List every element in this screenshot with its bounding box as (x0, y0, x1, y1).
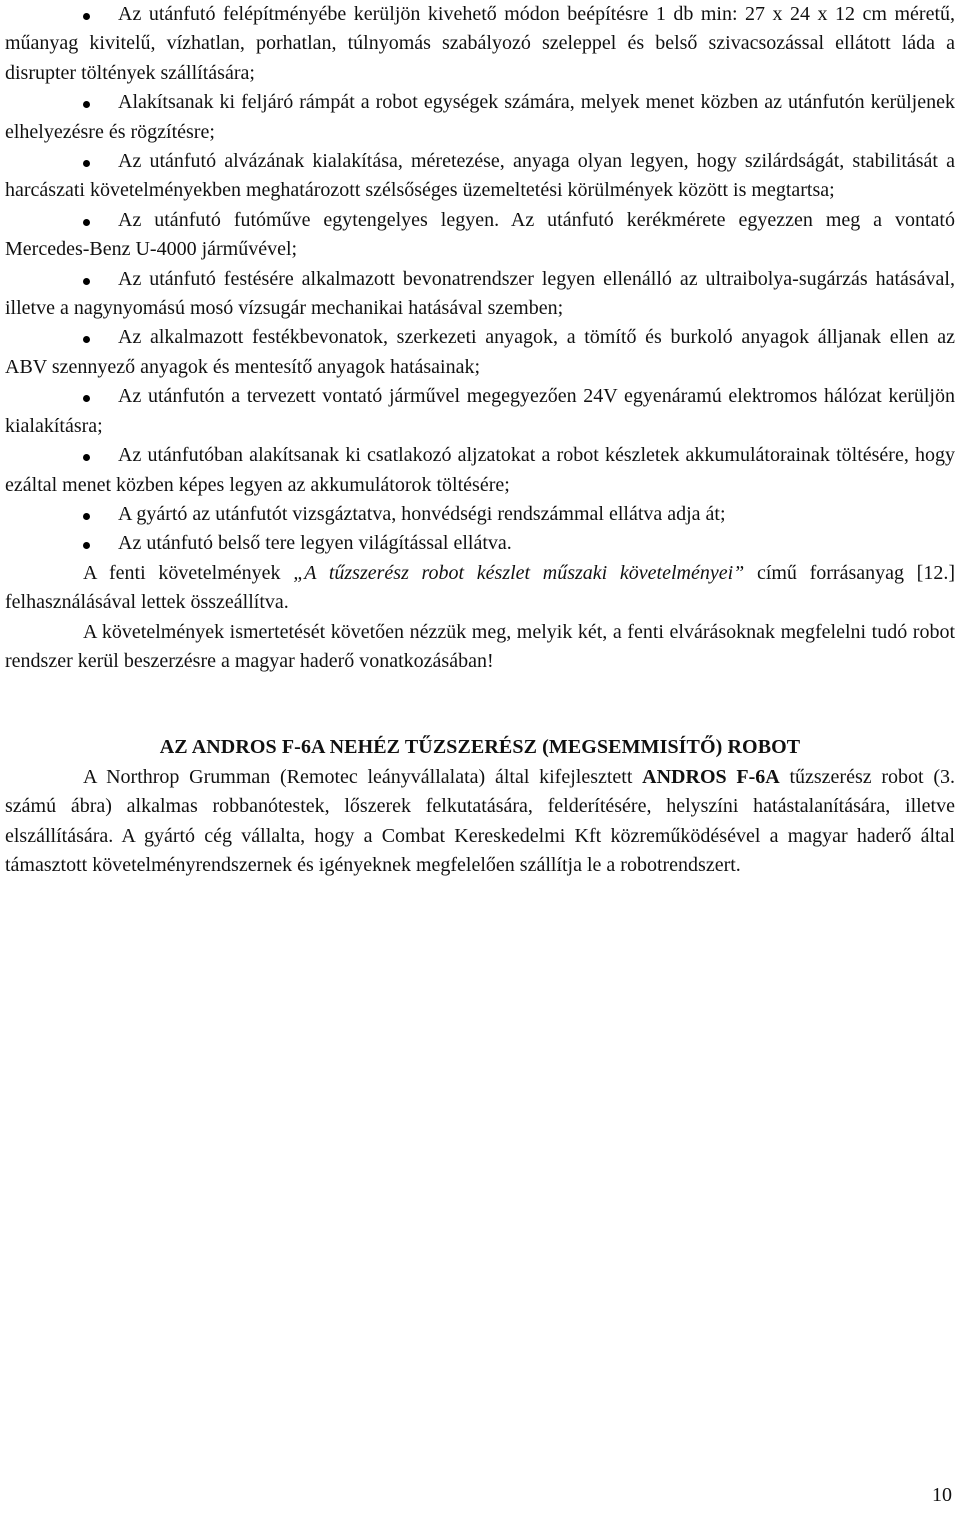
bullet-icon (83, 542, 90, 549)
bullet-icon (83, 395, 90, 402)
andros-paragraph (5, 763, 955, 881)
source-paragraph (5, 559, 955, 618)
section-heading: AZ ANDROS F-6A NEHÉZ TŰZSZERÉSZ (MEGSEMMISÍTŐ) ROBOT (159, 736, 801, 759)
list-item-text: A gyártó az utánfutót vizsgáztatva, honvédségi rendszámmal ellátva adja át; (118, 502, 726, 525)
source-title: „A tűzszerész robot készlet műszaki követelményei” (293, 561, 745, 584)
list-item-text: Az utánfutó belső tere legyen világítással ellátva. (118, 532, 512, 555)
page-content (5, 0, 955, 880)
bullet-icon (83, 278, 90, 285)
list-item (5, 529, 955, 558)
bullet-icon (83, 219, 90, 226)
bullet-icon (83, 160, 90, 167)
requirements-list (5, 0, 955, 559)
list-item (5, 323, 955, 382)
list-item-text: Az utánfutó felépítményébe kerüljön kivehető módon beépítésre 1 db min: 27 x 24 x 12 cm méretű, műanyag kivitelű, vízhatlan, porhatlan, túlnyomás szabályozó szeleppel és belső szivacsozással ellátott láda a disrupter töltények szállítására; (5, 3, 955, 84)
list-item-text: Az utánfutó futóműve egytengelyes legyen. Az utánfutó kerékmérete egyezzen meg a vontató Mercedes-Benz U-4000 járművével; (5, 208, 955, 261)
list-item (5, 500, 955, 529)
page-number: 10 (932, 1484, 952, 1506)
list-item-text: Az utánfutó alvázának kialakítása, méretezése, anyaga olyan legyen, hogy szilárdságát, stabilitását a harcászati követelményekben meghatározott szélsőséges üzemeltetési körülmények között is megtartsa; (5, 150, 955, 202)
list-item-text: Az alkalmazott festékbevonatok, szerkezeti anyagok, a tömítő és burkoló anyagok álljanak ellen az ABV szennyező anyagok és mentesítő anyagok hatásainak; (5, 326, 955, 378)
bullet-icon (83, 13, 90, 20)
bullet-icon (83, 101, 90, 108)
list-item-text: Az utánfutó festésére alkalmazott bevonatrendszer legyen ellenálló az ultraibolya-sugárzás hatásával, illetve a nagynyomású mosó vízsugár mechanikai hatásával szemben; (5, 267, 955, 320)
list-item (5, 0, 955, 88)
andros-paragraph-start: A Northrop Grumman (Remotec leányvállalata) által kifejlesztett (83, 765, 643, 788)
andros-paragraph-end: tűzszerész robot (3. számú ábra) alkalmas robbanótestek, lőszerek felkutatására, felderítésére, helyszíni hatástalanítására, illetve elszállítására. A gyártó cég vállalta, hogy a Combat Kereskedelmi Kft közreműködésével a magyar haderő által támasztott követelményrendszernek és igényeknek megfelelően szállítja le a robotrendszert. (5, 765, 955, 876)
bullet-icon (83, 336, 90, 343)
bullet-icon (83, 454, 90, 461)
list-item-text: Az utánfutón a tervezett vontató járművel megegyezően 24V egyenáramú elektromos hálózat kerüljön kialakításra; (5, 385, 955, 437)
list-item (5, 88, 955, 147)
intro-paragraph: A követelmények ismertetését követően nézzük meg, melyik két, a fenti elvárásoknak megfelelni tudó robot rendszer kerül beszerzésre a magyar haderő vonatkozásában! (5, 620, 955, 672)
source-paragraph-end: című forrásanyag [12.] felhasználásával lettek összeállítva. (5, 561, 955, 614)
list-item-text: Az utánfutóban alakítsanak ki csatlakozó aljzatokat a robot készletek akkumulátorainak töltésére, hogy ezáltal menet közben képes legyen az akkumulátorok töltésére; (5, 444, 955, 496)
list-item (5, 147, 955, 206)
list-item (5, 441, 955, 500)
list-item (5, 206, 955, 265)
list-item-text: Alakítsanak ki feljáró rámpát a robot egységek számára, melyek menet közben az utánfutón kerüljenek elhelyezésre és rögzítésre; (5, 91, 955, 143)
source-paragraph-start: A fenti követelmények (83, 561, 294, 584)
robot-name: ANDROS F-6A (642, 765, 780, 788)
list-item (5, 265, 955, 324)
list-item (5, 382, 955, 441)
bullet-icon (83, 513, 90, 520)
